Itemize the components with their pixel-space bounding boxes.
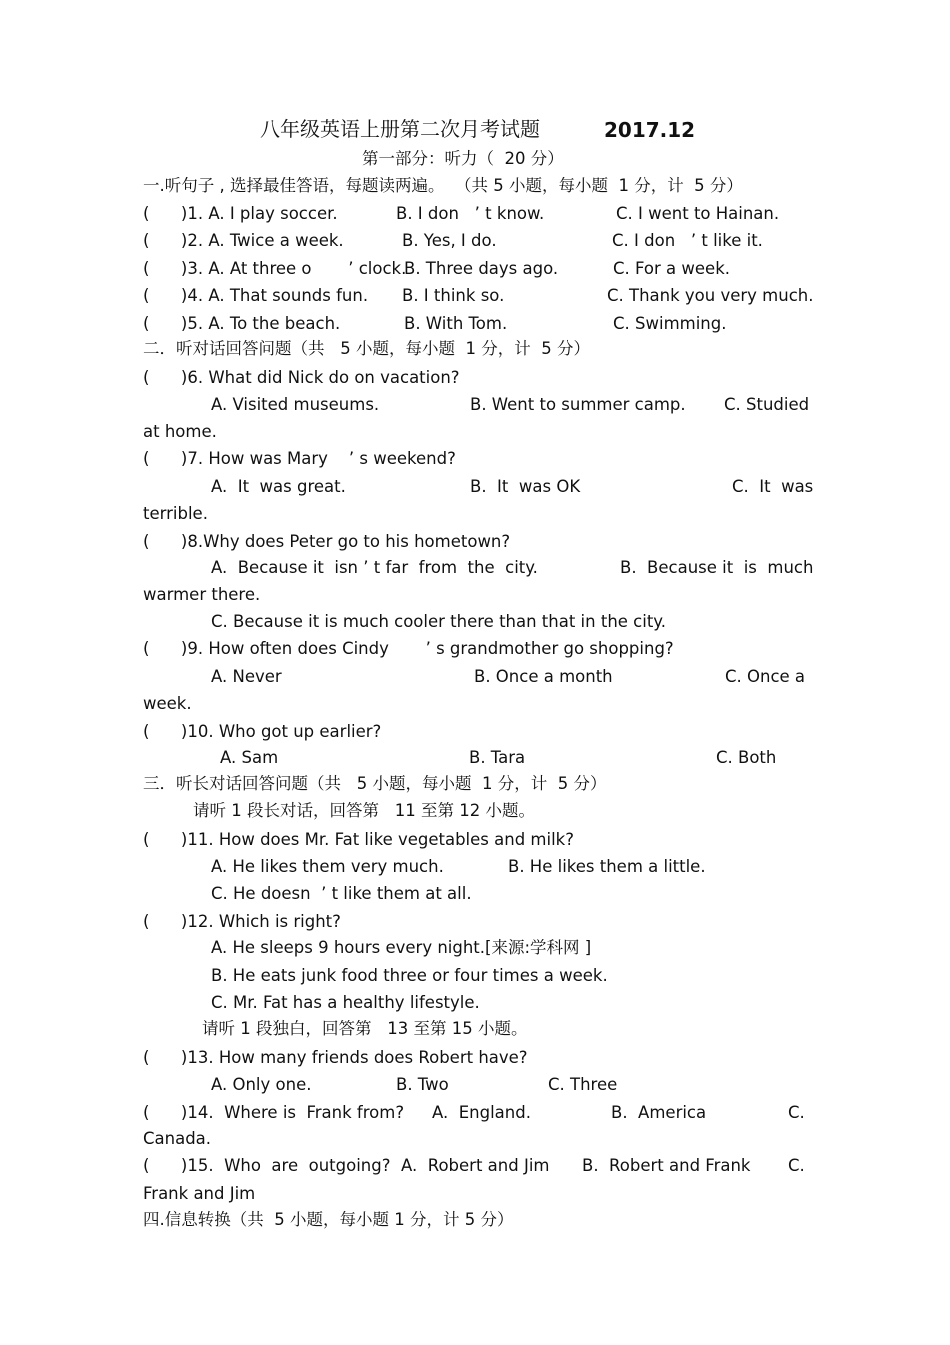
text-line: 二．听对话回答问题（共 5 小题，每小题 1 分，计 5 分） <box>143 339 590 358</box>
text-line: C. He doesn ’ t like them at all. <box>211 884 472 903</box>
text-line: C. Studied <box>724 395 810 414</box>
text-line: C. Both <box>716 748 777 767</box>
text-line: A. Because it isn ’ t far from the city. <box>211 558 538 577</box>
text-line: ( )4. A. That sounds fun. <box>143 286 369 305</box>
text-line: ( )12. Which is right? <box>143 912 341 931</box>
text-line: B. He eats junk food three or four times a week. <box>211 966 608 985</box>
text-line: A. It was great. <box>211 477 346 496</box>
text-line: C. I went to Hainan. <box>616 204 780 223</box>
text-line: ( )10. Who got up earlier? <box>143 722 382 741</box>
text-line: B. Two <box>396 1075 449 1094</box>
text-line: A. He likes them very much. <box>211 857 444 876</box>
text-line: terrible. <box>143 504 208 523</box>
text-line: ( )7. How was Mary ’ s weekend? <box>143 449 456 468</box>
text-line: ( )3. A. At three o ’ clock. <box>143 259 407 278</box>
text-line: ( )6. What did Nick do on vacation? <box>143 368 460 387</box>
text-line: A. Never <box>211 667 282 686</box>
text-line: 一.听句子 , 选择最佳答语，每题读两遍。 （共 5 小题，每小题 1 分，计 5 分） <box>143 176 743 195</box>
text-line: Canada. <box>143 1129 212 1148</box>
text-line: A. Only one. <box>211 1075 312 1094</box>
text-line: A. Robert and Jim <box>401 1156 550 1175</box>
text-line: C. Three <box>548 1075 618 1094</box>
text-line: ( )5. A. To the beach. <box>143 314 341 333</box>
text-line: B. Because it is much <box>620 558 814 577</box>
text-line: B. With Tom. <box>404 314 508 333</box>
text-line: ( )11. How does Mr. Fat like vegetables and milk? <box>143 830 574 849</box>
text-line: C. Mr. Fat has a healthy lifestyle. <box>211 993 480 1012</box>
text-line: ( )2. A. Twice a week. <box>143 231 344 250</box>
text-line: 三．听长对话回答问题（共 5 小题，每小题 1 分，计 5 分） <box>143 774 607 793</box>
text-line: C. <box>788 1156 805 1175</box>
text-line: at home. <box>143 422 217 441</box>
text-line: B. It was OK <box>470 477 581 496</box>
text-line: C. It was <box>732 477 814 496</box>
text-line: 请听 1 段独白，回答第 13 至第 15 小题。 <box>202 1019 528 1038</box>
text-line: B. I don ’ t know. <box>396 204 545 223</box>
text-line: B. Yes, I do. <box>402 231 497 250</box>
text-line: ( )15. Who are outgoing? <box>143 1156 391 1175</box>
text-line: B. I think so. <box>402 286 505 305</box>
text-line: B. Robert and Frank <box>582 1156 751 1175</box>
text-line: ( )9. How often does Cindy ’ s grandmother go shopping? <box>143 639 674 658</box>
text-line: B. Went to summer camp. <box>470 395 686 414</box>
text-line: warmer there. <box>143 585 261 604</box>
text-line: B. Three days ago. <box>404 259 559 278</box>
text-line: ( )8.Why does Peter go to his hometown? <box>143 532 511 551</box>
text-line: Frank and Jim <box>143 1184 256 1203</box>
text-line: C. I don ’ t like it. <box>612 231 763 250</box>
part-heading: 第一部分：听力（ 20 分） <box>362 149 564 168</box>
text-line: C. Because it is much cooler there than that in the city. <box>211 612 666 631</box>
text-line: C. <box>788 1103 805 1122</box>
text-line: week. <box>143 694 192 713</box>
text-line: ( )13. How many friends does Robert have? <box>143 1048 528 1067</box>
text-line: A. He sleeps 9 hours every night.[来源:学科网 ] <box>211 938 592 957</box>
text-line: ( )14. Where is Frank from? <box>143 1103 405 1122</box>
text-line: C. For a week. <box>613 259 730 278</box>
text-line: C. Once a <box>725 667 806 686</box>
text-line: B. Once a month <box>474 667 613 686</box>
text-line: A. Sam <box>220 748 279 767</box>
text-line: B. Tara <box>469 748 526 767</box>
exam-date: 2017.12 <box>604 118 696 142</box>
text-line: C. Swimming. <box>613 314 727 333</box>
text-line: B. He likes them a little. <box>508 857 706 876</box>
text-line: A. England. <box>432 1103 531 1122</box>
exam-title: 八年级英语上册第二次月考试题 <box>260 117 540 141</box>
text-line: C. Thank you very much. <box>607 286 814 305</box>
text-line: A. Visited museums. <box>211 395 380 414</box>
text-line: 请听 1 段长对话，回答第 11 至第 12 小题。 <box>193 801 535 820</box>
text-line: B. America <box>611 1103 707 1122</box>
text-line: ( )1. A. I play soccer. <box>143 204 338 223</box>
text-line: 四.信息转换（共 5 小题，每小题 1 分，计 5 分） <box>143 1210 514 1229</box>
